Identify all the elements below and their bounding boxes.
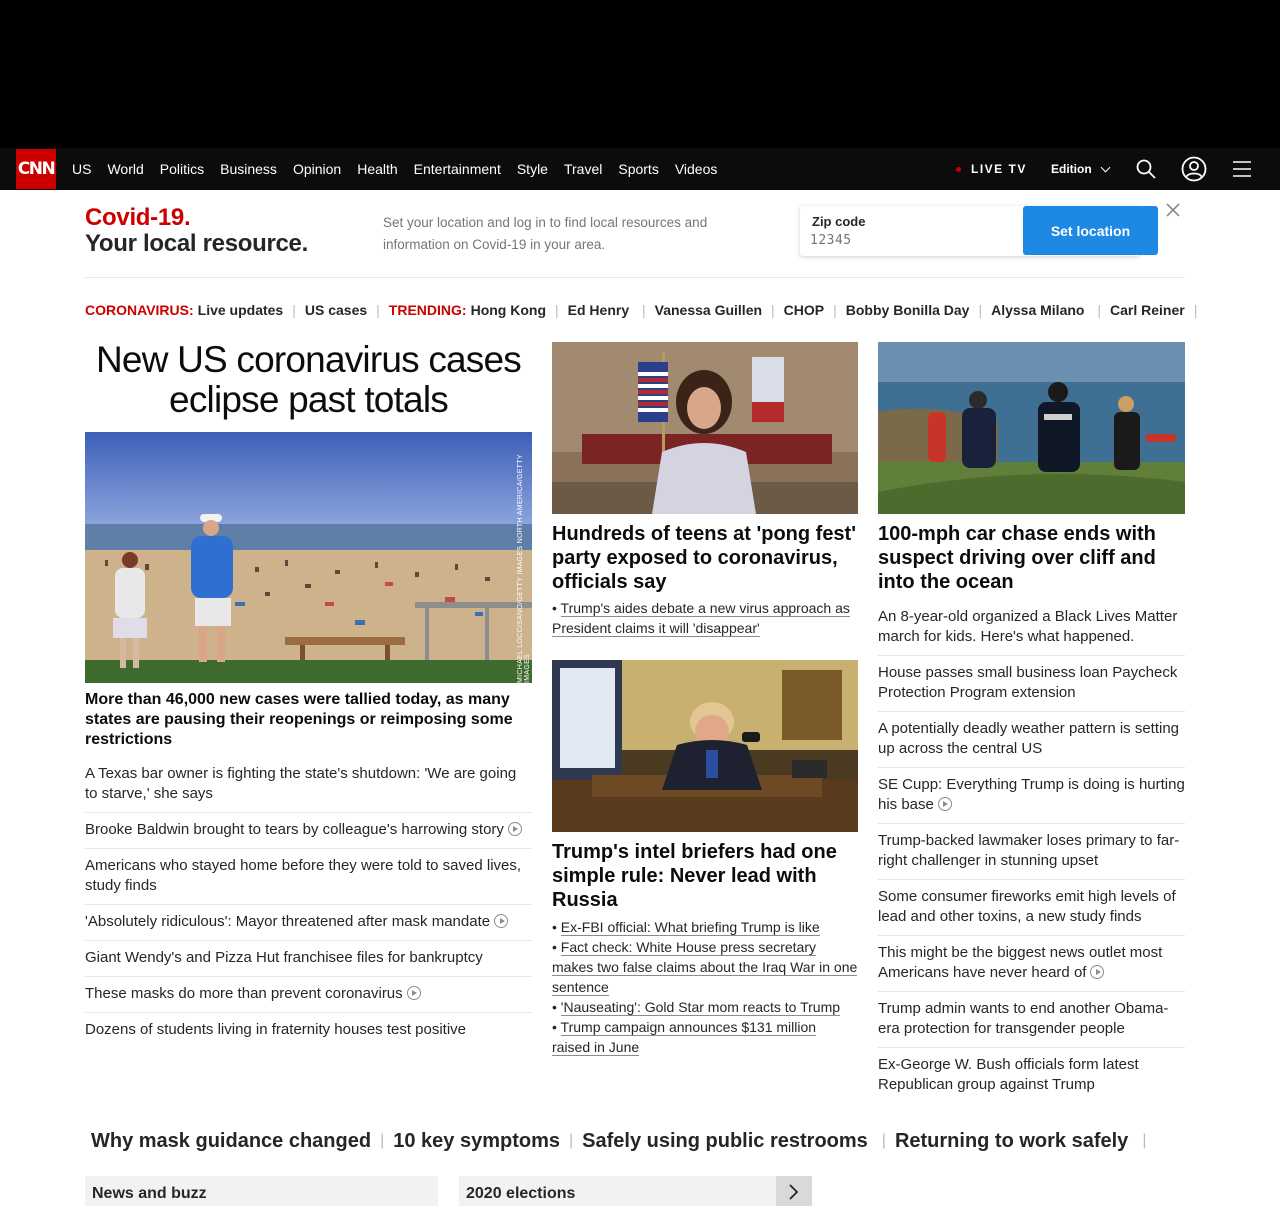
divider: | bbox=[380, 1132, 385, 1149]
trend-link-hong-kong[interactable]: Hong Kong bbox=[470, 302, 546, 318]
right-story-list bbox=[878, 600, 1185, 1103]
card-title: 2020 elections bbox=[466, 1185, 576, 1202]
list-item-text: A potentially deadly weather pattern is setting up across the central US bbox=[878, 720, 1180, 757]
list-item[interactable] bbox=[85, 977, 532, 1013]
divider: | bbox=[881, 1132, 886, 1149]
trend-link-us-cases[interactable]: US cases bbox=[304, 302, 368, 318]
lead-caption[interactable]: More than 46,000 new cases were tallied today, as many states are pausing their reopenings or reimposing some restrictions bbox=[85, 691, 513, 748]
topic-link[interactable]: Why mask guidance changed bbox=[91, 1129, 372, 1152]
nav-link-politics[interactable]: Politics bbox=[159, 161, 205, 177]
list-item[interactable] bbox=[878, 1048, 1185, 1103]
list-item[interactable] bbox=[85, 757, 532, 813]
list-item-text: Giant Wendy's and Pizza Hut franchisee files for bankruptcy bbox=[85, 949, 483, 966]
nav-link-style[interactable]: Style bbox=[516, 161, 548, 177]
nav-link-health[interactable]: Health bbox=[357, 161, 398, 177]
nav-links bbox=[72, 148, 733, 190]
nav-link-sports[interactable]: Sports bbox=[618, 161, 659, 177]
nav-link-entertainment[interactable]: Entertainment bbox=[413, 161, 501, 177]
bullet-link[interactable]: Fact check: White House press secretary makes two false claims about the Iraq War in one sentence bbox=[552, 939, 858, 995]
bullet-item[interactable]: • Fact check: White House press secretary makes two false claims about the Iraq War in one sentence bbox=[552, 939, 858, 995]
photo-credit: MICHAEL LOCCISANO/GETTY IMAGES NORTH AMERICA/GETTY IMAGES bbox=[517, 454, 531, 683]
live-dot-icon bbox=[956, 167, 961, 172]
bullet-link[interactable]: 'Nauseating': Gold Star mom reacts to Trump bbox=[560, 999, 841, 1015]
coronavirus-label: CORONAVIRUS: bbox=[85, 302, 194, 318]
list-item-text: Ex-George W. Bush officials form latest Republican group against Trump bbox=[878, 1056, 1139, 1093]
beach-image bbox=[85, 432, 532, 683]
bullet-link[interactable]: Trump's aides debate a new virus approach as President claims it will 'disappear' bbox=[552, 600, 850, 636]
list-item[interactable] bbox=[878, 880, 1185, 936]
list-item-text: This might be the biggest news outlet most Americans have never heard of bbox=[878, 944, 1163, 981]
divider: | bbox=[292, 302, 296, 318]
story-photo-cliff[interactable] bbox=[878, 342, 1185, 514]
divider: | bbox=[833, 302, 837, 318]
trend-link-vanessa-guillen[interactable]: Vanessa Guillen bbox=[654, 302, 763, 318]
topic-bar bbox=[85, 1126, 1185, 1156]
story-bullets bbox=[552, 598, 858, 638]
live-tv-link[interactable] bbox=[956, 148, 1027, 190]
list-item[interactable] bbox=[85, 905, 532, 941]
video-play-icon bbox=[494, 914, 508, 928]
zip-code-input[interactable] bbox=[810, 233, 1010, 248]
list-item[interactable] bbox=[85, 1013, 532, 1048]
list-item-text: A Texas bar owner is fighting the state's shutdown: 'We are going to starve,' she says bbox=[85, 765, 517, 802]
topic-link[interactable]: Safely using public restrooms bbox=[582, 1129, 868, 1152]
divider: | bbox=[569, 1132, 574, 1149]
lead-headline[interactable]: New US coronavirus cases eclipse past totals bbox=[96, 339, 521, 420]
covid-title: Covid-19. bbox=[85, 204, 191, 231]
lead-story-list bbox=[85, 757, 532, 1048]
list-item[interactable] bbox=[85, 941, 532, 977]
account-icon[interactable] bbox=[1181, 156, 1207, 182]
chevron-right-icon bbox=[776, 1176, 812, 1206]
list-item[interactable] bbox=[878, 992, 1185, 1048]
chevron-down-icon bbox=[1100, 162, 1110, 172]
divider: | bbox=[771, 302, 775, 318]
story-headline[interactable]: 100-mph car chase ends with suspect driving over cliff and into the ocean bbox=[878, 523, 1156, 593]
nav-link-opinion[interactable]: Opinion bbox=[292, 161, 342, 177]
zip-code-label: Zip code bbox=[812, 214, 866, 229]
card-news-and-buzz[interactable] bbox=[85, 1176, 438, 1206]
divider: | bbox=[1193, 302, 1198, 318]
bullet-item[interactable]: • Trump campaign announces $131 million raised in June bbox=[552, 1019, 817, 1055]
nav-link-videos[interactable]: Videos bbox=[674, 161, 718, 177]
bullet-link[interactable]: Trump campaign announces $131 million raised in June bbox=[552, 1019, 817, 1055]
list-item-text: Americans who stayed home before they were told to saved lives, study finds bbox=[85, 857, 522, 894]
list-item-text: Some consumer fireworks emit high levels of lead and other toxins, a new study finds bbox=[878, 888, 1176, 925]
bullet-item[interactable]: • Ex-FBI official: What briefing Trump is like bbox=[552, 919, 820, 935]
list-item-text: An 8-year-old organized a Black Lives Matter march for kids. Here's what happened. bbox=[878, 608, 1178, 645]
live-tv-label: LIVE TV bbox=[971, 162, 1027, 176]
edition-dropdown[interactable] bbox=[1051, 148, 1109, 190]
list-item-text: House passes small business loan Paycheck Protection Program extension bbox=[878, 664, 1178, 701]
bullet-item[interactable]: • Trump's aides debate a new virus approach as President claims it will 'disappear' bbox=[552, 600, 850, 636]
trend-link-ed-henry[interactable]: Ed Henry bbox=[567, 302, 630, 318]
trending-bar bbox=[85, 300, 1198, 320]
ad-slot bbox=[0, 0, 1280, 148]
top-nav bbox=[0, 148, 1280, 190]
topic-link[interactable]: Returning to work safely bbox=[894, 1129, 1129, 1152]
divider: | bbox=[638, 302, 646, 318]
lead-photo-beach[interactable] bbox=[85, 432, 532, 683]
list-item[interactable] bbox=[85, 813, 532, 849]
search-icon[interactable] bbox=[1134, 157, 1158, 181]
official-image bbox=[552, 342, 858, 514]
nav-link-us[interactable]: US bbox=[72, 161, 92, 177]
story-headline[interactable]: Trump's intel briefers had one simple rule: Never lead with Russia bbox=[552, 841, 837, 911]
list-item[interactable] bbox=[878, 656, 1185, 712]
trend-link-bobby-bonilla-day[interactable]: Bobby Bonilla Day bbox=[845, 302, 970, 318]
list-item-text: Trump-backed lawmaker loses primary to far-right challenger in stunning upset bbox=[878, 832, 1180, 869]
story-photo-trump-phone[interactable] bbox=[552, 660, 858, 832]
menu-icon[interactable] bbox=[1231, 157, 1255, 181]
list-item-text: Dozens of students living in fraternity houses test positive bbox=[85, 1021, 467, 1038]
video-play-icon bbox=[1090, 965, 1104, 979]
bullet-item[interactable]: • 'Nauseating': Gold Star mom reacts to Trump bbox=[552, 999, 841, 1015]
story-bullets bbox=[552, 917, 858, 1057]
video-play-icon bbox=[407, 986, 421, 1000]
covid-location-banner bbox=[85, 190, 1185, 278]
video-play-icon bbox=[938, 797, 952, 811]
list-item[interactable] bbox=[878, 600, 1185, 656]
set-location-button[interactable]: Set location bbox=[1023, 206, 1158, 255]
divider: | bbox=[1142, 1132, 1147, 1149]
covid-description: Set your location and log in to find local resources and information on Covid-19 in your area. bbox=[383, 215, 708, 252]
divider: | bbox=[1093, 302, 1101, 318]
trend-link-carl-reiner[interactable]: Carl Reiner bbox=[1110, 302, 1185, 318]
trump-phone-image bbox=[552, 660, 858, 832]
divider: | bbox=[376, 302, 380, 318]
cnn-logo[interactable]: CNN bbox=[16, 149, 56, 189]
video-play-icon bbox=[508, 822, 522, 836]
list-item-text: Trump admin wants to end another Obama-era protection for transgender people bbox=[878, 1000, 1169, 1037]
list-item-text: These masks do more than prevent coronavirus bbox=[85, 985, 403, 1002]
nav-link-business[interactable]: Business bbox=[220, 161, 277, 177]
story-photo-official[interactable] bbox=[552, 342, 858, 514]
list-item[interactable] bbox=[878, 712, 1185, 768]
divider: | bbox=[555, 302, 559, 318]
trending-label: TRENDING: bbox=[388, 302, 467, 318]
close-icon[interactable] bbox=[1165, 202, 1181, 218]
card-title: News and buzz bbox=[92, 1185, 207, 1202]
trend-link-chop[interactable]: CHOP bbox=[783, 302, 825, 318]
card-next-button[interactable] bbox=[776, 1176, 812, 1206]
trend-link-alyssa-milano[interactable]: Alyssa Milano bbox=[991, 302, 1085, 318]
nav-link-world[interactable]: World bbox=[107, 161, 144, 177]
list-item[interactable] bbox=[878, 824, 1185, 880]
list-item[interactable] bbox=[878, 768, 1185, 824]
list-item-text: SE Cupp: Everything Trump is doing is hurting his base bbox=[878, 776, 1185, 813]
bullet-link[interactable]: Ex-FBI official: What briefing Trump is like bbox=[560, 919, 820, 935]
trend-link-live-updates[interactable]: Live updates bbox=[197, 302, 284, 318]
list-item-text: Brooke Baldwin brought to tears by colleague's harrowing story bbox=[85, 821, 504, 838]
edition-label: Edition bbox=[1051, 162, 1092, 176]
list-item-text: 'Absolutely ridiculous': Mayor threatened after mask mandate bbox=[85, 913, 491, 930]
story-headline[interactable]: Hundreds of teens at 'pong fest' party exposed to coronavirus, officials say bbox=[552, 523, 856, 593]
divider: | bbox=[978, 302, 983, 318]
covid-subtitle: Your local resource. bbox=[85, 230, 308, 257]
cliff-rescue-image bbox=[878, 342, 1185, 514]
card-2020-elections[interactable] bbox=[459, 1176, 812, 1206]
nav-link-travel[interactable]: Travel bbox=[563, 161, 603, 177]
list-item[interactable] bbox=[85, 849, 532, 905]
topic-link[interactable]: 10 key symptoms bbox=[393, 1129, 560, 1152]
list-item[interactable] bbox=[878, 936, 1185, 992]
